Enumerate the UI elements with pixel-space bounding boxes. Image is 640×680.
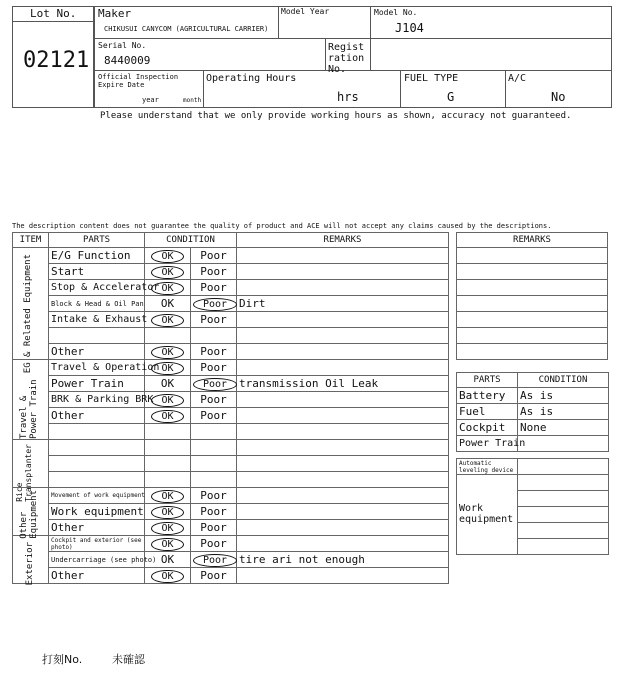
ok-selected: OK (151, 362, 183, 375)
ac-label: A/C (508, 73, 527, 84)
model-no-value: J104 (395, 21, 424, 35)
ok-selected: OK (151, 570, 183, 583)
col-item: ITEM (13, 233, 49, 248)
part-label: Work equipment (49, 504, 145, 520)
table-row (13, 520, 449, 536)
remark (237, 360, 449, 376)
section-rice-label: Rice Transplanter (15, 444, 33, 502)
part-label: Power Train (49, 376, 145, 392)
table-row (13, 296, 449, 312)
poor-option: Poor (191, 264, 237, 280)
poor-selected: Poor (193, 554, 237, 567)
maker-value: CHIKUSUI CANYCOM (AGRICULTURAL CARRIER) (104, 25, 269, 33)
section-eg-label: EG & Related Equipment (23, 254, 33, 374)
poor-option: Poor (191, 360, 237, 376)
part-label: Undercarriage (see photo) (49, 552, 145, 568)
part-label: Block & Head & Oil Pan (49, 296, 145, 312)
remark (237, 488, 449, 504)
table-row (13, 536, 449, 552)
fuel-label: FUEL TYPE (404, 73, 459, 84)
remark (237, 312, 449, 328)
poor-option: Poor (191, 312, 237, 328)
remark (237, 568, 449, 584)
table-row (13, 392, 449, 408)
poor-option: Poor (191, 344, 237, 360)
poor-option: Poor (191, 248, 237, 264)
poor-option: Poor (191, 504, 237, 520)
remark (237, 536, 449, 552)
remark (237, 248, 449, 264)
fuel-part-value: As is (518, 404, 609, 420)
part-label: Other (49, 408, 145, 424)
remark (237, 280, 449, 296)
poor-option: Poor (191, 280, 237, 296)
model-no-label: Model No. (374, 8, 418, 17)
remark (237, 408, 449, 424)
poor-selected: Poor (193, 378, 237, 391)
lot-label: Lot No. (30, 7, 77, 20)
remark (237, 344, 449, 360)
remark: transmission Oil Leak (237, 376, 449, 392)
ok-selected: OK (151, 538, 183, 551)
hours-unit: hrs (337, 90, 359, 104)
model-year-label: Model Year (281, 7, 330, 16)
remark: tire ari not enough (237, 552, 449, 568)
table-row (13, 376, 449, 392)
table-row (13, 488, 449, 504)
col-condition: CONDITION (145, 233, 237, 248)
part-label: Other (49, 520, 145, 536)
ok-selected: OK (151, 314, 183, 327)
table-row-blank (13, 440, 449, 456)
section-exterior (13, 536, 49, 584)
remark (237, 504, 449, 520)
ok-selected: OK (151, 394, 183, 407)
remark: Dirt (237, 296, 449, 312)
table-row (13, 360, 449, 376)
part-label: Travel & Operation (49, 360, 145, 376)
fuel-part-label: Fuel (457, 404, 518, 420)
table-row-blank (13, 424, 449, 440)
ok-option: OK (145, 296, 191, 312)
ok-selected: OK (151, 522, 183, 535)
poor-option: Poor (191, 536, 237, 552)
work-equipment-label: Work equipment (457, 475, 518, 555)
table-row (13, 568, 449, 584)
hours-label: Operating Hours (206, 73, 297, 84)
registration-label: Registration No. (328, 42, 365, 75)
table-row (13, 280, 449, 296)
ok-option: OK (145, 376, 191, 392)
part-label: Cockpit and exterior (see photo) (49, 536, 145, 552)
remark (237, 264, 449, 280)
remark (237, 392, 449, 408)
section-other-label: Other Equipment (19, 489, 39, 539)
part-label: E/G Function (49, 248, 145, 264)
ok-selected: OK (151, 506, 183, 519)
part-label: Stop & Accelerator (49, 280, 145, 296)
poor-option: Poor (191, 408, 237, 424)
section-other (13, 488, 49, 539)
fuel-value: G (447, 90, 455, 104)
remarks-header: REMARKS (457, 233, 608, 248)
part-label: Intake & Exhaust (49, 312, 145, 328)
ok-option: OK (145, 552, 191, 568)
month-label: month (183, 97, 202, 104)
table-row-blank (13, 328, 449, 344)
power-train-value (518, 436, 609, 452)
table-row-blank (13, 472, 449, 488)
table-row (13, 344, 449, 360)
auto-leveling-label: Automatic leveling device (457, 459, 518, 475)
remarks-panel (456, 232, 608, 360)
maker-label: Maker (98, 7, 132, 20)
section-exterior-label: Exterior (25, 542, 35, 586)
table-row (13, 264, 449, 280)
ok-selected: OK (151, 490, 183, 503)
part-label: Other (49, 568, 145, 584)
part-label: Other (49, 344, 145, 360)
table-row (13, 312, 449, 328)
ok-selected: OK (151, 410, 183, 423)
lot-number: 02121 (23, 48, 90, 73)
section-eg (13, 248, 49, 374)
table-row (13, 408, 449, 424)
equipment-panel (456, 458, 609, 555)
section-travel-label: Travel & Power Train (19, 379, 39, 439)
inspection-label: Official Inspection Expire Date (98, 73, 179, 89)
ac-value: No (551, 90, 566, 104)
ok-selected: OK (151, 266, 183, 279)
power-train-label: Power Train (457, 436, 518, 452)
poor-option: Poor (191, 392, 237, 408)
serial-value: 8440009 (104, 54, 151, 67)
part-label: Start (49, 264, 145, 280)
remark (237, 520, 449, 536)
battery-value: As is (518, 388, 609, 404)
parts-condition-panel (456, 372, 609, 452)
hours-notice: Please understand that we only provide working hours as shown, accuracy not guaranteed. (100, 111, 572, 121)
poor-option: Poor (191, 520, 237, 536)
ok-selected: OK (151, 250, 183, 263)
serial-label: Serial No. (98, 41, 147, 50)
table-row (13, 248, 449, 264)
disclaimer: The description content does not guarantee the quality of product and ACE will not accept any claims caused by the descriptions. (12, 222, 552, 230)
part-label: BRK & Parking BRK (49, 392, 145, 408)
parts-header: PARTS (457, 373, 518, 388)
poor-selected: Poor (193, 298, 237, 311)
section-travel (13, 360, 49, 440)
ok-selected: OK (151, 346, 183, 359)
poor-option: Poor (191, 488, 237, 504)
part-label: Movement of work equipment (49, 488, 145, 504)
table-row-blank (13, 456, 449, 472)
col-parts: PARTS (49, 233, 145, 248)
section-rice (13, 440, 49, 502)
battery-label: Battery (457, 388, 518, 404)
year-label: year (142, 96, 159, 104)
poor-option: Poor (191, 568, 237, 584)
col-remarks: REMARKS (237, 233, 449, 248)
ok-selected: OK (151, 282, 183, 295)
table-row (13, 552, 449, 568)
cockpit-label: Cockpit (457, 420, 518, 436)
condition-header: CONDITION (518, 373, 609, 388)
table-row (13, 504, 449, 520)
stamp-label: 打刻No. (42, 653, 83, 666)
inspection-table (12, 232, 449, 584)
stamp-value: 未確認 (112, 653, 145, 666)
cockpit-value: None (518, 420, 609, 436)
